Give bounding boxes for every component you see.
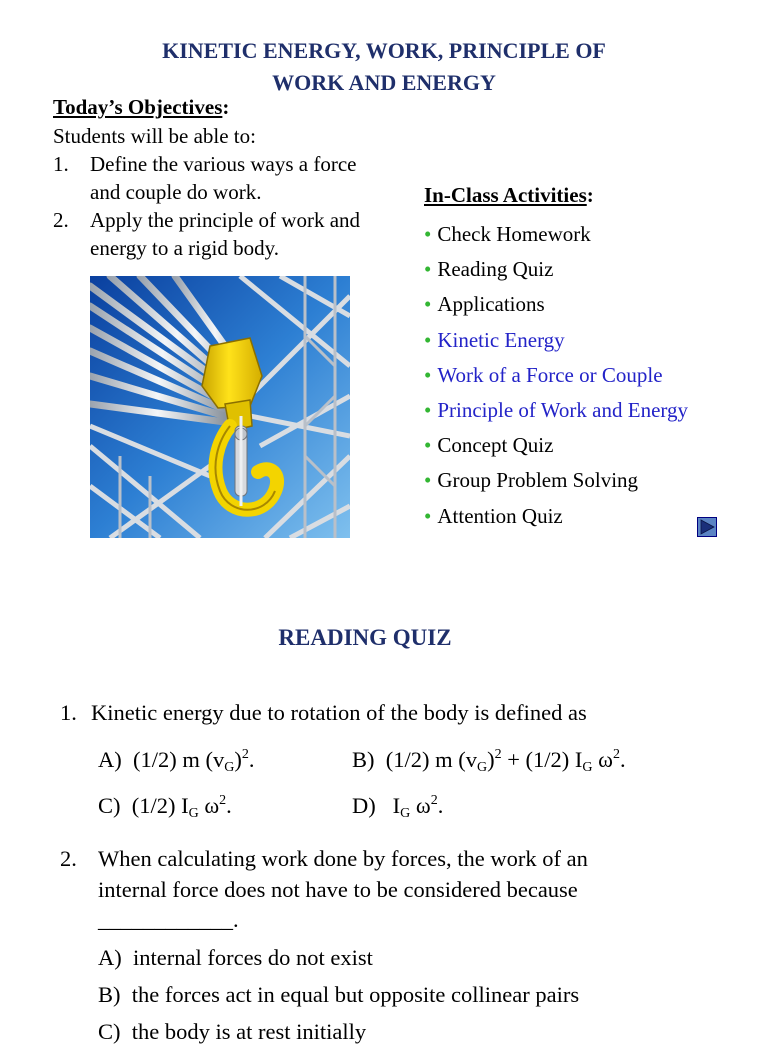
question-2-blank: ____________. — [98, 907, 239, 932]
q2-option-c[interactable]: C) the body is at rest initially — [98, 1019, 367, 1044]
activity-item: • Check Homework — [424, 222, 591, 246]
objectives-intro: Students will be able to: — [53, 124, 256, 148]
page-title-line-1: KINETIC ENERGY, WORK, PRINCIPLE OF — [162, 38, 606, 63]
q1-option-b[interactable]: B) (1/2) m $(v_G)^2 + (1/2)$ $I_G$ $\omega^2$. — [352, 747, 626, 775]
objectives-heading: Today’s Objectives: — [53, 95, 230, 119]
question-2-number: 2. — [60, 846, 77, 871]
bullet-icon: • — [424, 468, 432, 493]
q1-option-d[interactable]: D) $I_G$ $\omega^2$. — [352, 793, 444, 821]
bullet-icon: • — [424, 503, 432, 528]
oil-derrick-hook-photo — [90, 276, 350, 538]
bullet-icon: • — [424, 327, 432, 352]
objective-text: energy to a rigid body. — [90, 236, 279, 260]
play-arrow-icon — [698, 518, 716, 536]
bullet-icon: • — [424, 433, 432, 458]
objective-number: 1. — [53, 152, 69, 176]
question-1-number: 1. — [60, 700, 77, 725]
activities-heading: In-Class Activities: — [424, 183, 594, 207]
objective-text: Define the various ways a force — [90, 152, 357, 176]
activity-item-principle-work-energy[interactable]: • Principle of Work and Energy — [424, 397, 689, 422]
question-2-text-line-2: internal force does not have to be considered because — [98, 877, 578, 902]
activity-item: • Attention Quiz — [424, 503, 563, 528]
objective-item-1 — [53, 150, 413, 206]
q2-option-a[interactable]: A) internal forces do not exist — [98, 945, 373, 970]
objective-text: Apply the principle of work and — [90, 208, 361, 232]
bullet-icon: • — [424, 292, 432, 317]
objective-text: and couple do work. — [90, 180, 262, 204]
reading-quiz-title: READING QUIZ — [278, 625, 452, 650]
activity-item-work-of-force[interactable]: • Work of a Force or Couple — [424, 362, 663, 387]
q1-option-a[interactable]: A) (1/2) m $(v_G)^2$. — [98, 747, 255, 775]
objective-item-2 — [53, 206, 413, 262]
bullet-icon: • — [424, 362, 432, 387]
activity-item-kinetic-energy[interactable]: • Kinetic Energy — [424, 327, 565, 352]
bullet-icon: • — [424, 397, 432, 422]
activity-item: • Concept Quiz — [424, 433, 554, 458]
next-slide-button[interactable] — [697, 517, 717, 537]
question-2-text-line-1: When calculating work done by forces, the work of an — [98, 846, 588, 871]
activities-list — [424, 217, 688, 534]
bullet-icon: • — [424, 257, 432, 282]
q2-option-b[interactable]: B) the forces act in equal but opposite collinear pairs — [98, 982, 580, 1007]
q1-option-c[interactable]: C) (1/2) $I_G$ $\omega^2$. — [98, 793, 232, 821]
activity-item: • Applications — [424, 292, 545, 317]
activity-item: • Group Problem Solving — [424, 468, 639, 493]
bullet-icon: • — [424, 222, 432, 246]
objective-number: 2. — [53, 208, 69, 232]
question-1-text: Kinetic energy due to rotation of the body is defined as — [91, 700, 587, 725]
page-title-line-2: WORK AND ENERGY — [272, 70, 496, 95]
activity-item: • Reading Quiz — [424, 257, 554, 282]
